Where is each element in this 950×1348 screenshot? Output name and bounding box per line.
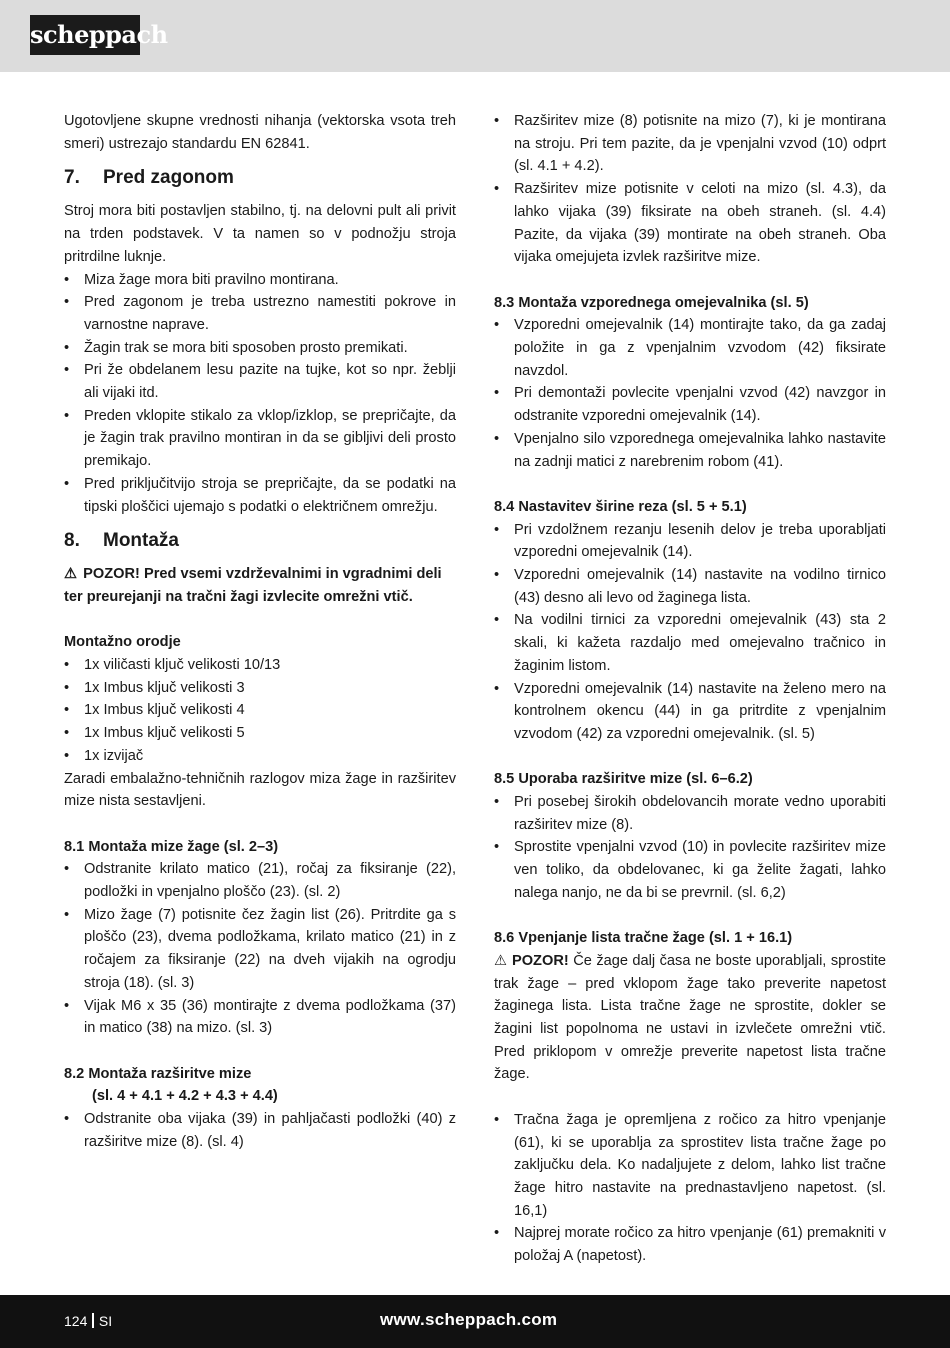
section-8-title: Montaža [103,530,179,552]
list-item: • Pred zagonom je treba ustrezno namestiti pokrove in varnostne naprave. [64,291,456,336]
warning-text: POZOR! Pred vsemi vzdrževalnimi in vgradnimi deli ter preurejanji na tračni žagi izvlecite omrežni vtič. [64,566,442,605]
list-item: • Razširitev mize (8) potisnite na mizo (7), ki je montirana na stroju. Pri tem pazite, da je vpenjalni vzvod (10) odprt (sl. 4.1 + 4.2). [494,110,886,178]
website-link[interactable]: www.scheppach.com [380,1310,558,1329]
list-item: • Sprostite vpenjalni vzvod (10) in povlecite razširitev mize ven toliko, da obdelovanec, ki ga želite žagati, lahko nalega nanjo, ne da bi se prevrnil. (sl. 6,2) [494,836,886,904]
section-8-number: 8. [64,530,80,552]
list-item: • Vzporedni omejevalnik (14) nastavite na vodilno tirnico (43) desno ali levo od žaginega lista. [494,564,886,609]
list-item: • Razširitev mize potisnite v celoti na mizo (sl. 4.3), da lahko vijaka (39) fiksirate na obeh straneh. (sl. 4.4) Pazite, da vijaka (39) montirate na obeh straneh. Oba vijaka omejujeta izvlek razširitve mize. [494,178,886,269]
section-8-5-list [494,791,886,905]
section-8-3-list [494,314,886,473]
footer-separator [92,1313,94,1328]
page-number: 124 [64,1313,88,1329]
list-item: • Pri že obdelanem lesu pazite na tujke, kot so npr. žeblji ali vijaki itd. [64,359,456,404]
section-8-warning [64,563,456,608]
section-8-heading [64,529,456,553]
section-8-6-warning [494,950,886,1086]
section-8-6-list [494,1109,886,1268]
list-item: • Tračna žaga je opremljena z ročico za hitro vpenjanje (61), ki se uporablja za sprostitev lista tračne žage po zaključku dela. Ko nadaljujete z delom, lahko list tračne žage hitro nastavite na prednastavljeno napetost. (sl. 16,1) [494,1109,886,1223]
list-item: • 1x Imbus ključ velikosti 4 [64,699,456,722]
section-7-paragraph: Stroj mora biti postavljen stabilno, tj. na delovni pult ali privit na trden podstavek. V ta namen so v podnožju stroja pritrdilne luknje. [64,203,456,265]
list-item: • Na vodilni tirnici za vzporedni omejevalnik (43) sta 2 skali, ki kažeta razdaljo med omejevalno tračnico in žaginim listom. [494,609,886,677]
section-7-list [64,269,456,519]
list-item: • 1x viličasti ključ velikosti 10/13 [64,654,456,677]
section-8-2-list-continued [494,110,886,269]
section-8-4-list [494,519,886,746]
page-footer [0,1295,950,1348]
list-item: • Vzporedni omejevalnik (14) nastavite na želeno mero na kontrolnem okencu (44) in ga pritrdite z vpenjalnim vzvodom (42) za vzporedni omejevalnik. (sl. 5) [494,678,886,746]
section-8-4-heading: 8.4 Nastavitev širine reza (sl. 5 + 5.1) [494,498,747,515]
section-8-1-list [64,858,456,1040]
left-column [64,110,456,1153]
tools-heading: Montažno orodje [64,634,181,651]
list-item: • Najprej morate ročico za hitro vpenjanje (61) premakniti v položaj A (napetost). [494,1222,886,1267]
tools-list [64,654,456,768]
section-7-heading [64,166,456,190]
list-item: • Odstranite krilato matico (21), ročaj za fiksiranje (22), podložki in vpenjalno ploščo (23). (sl. 2) [64,858,456,903]
list-item: • 1x izvijač [64,745,456,768]
section-8-6-heading: 8.6 Vpenjanje lista tračne žage (sl. 1 + 16.1) [494,930,793,947]
page-number-block [64,1310,112,1332]
list-item: • Vzporedni omejevalnik (14) montirajte tako, da ga zadaj položite in ga z vpenjalnim vzvodom (42) fiksirate navzdol. [494,314,886,382]
section-8-2-list [64,1108,456,1153]
list-item: • Odstranite oba vijaka (39) in pahljačasti podložki (40) z razširitve mize (8). (sl. 4) [64,1108,456,1153]
warning-icon: ⚠ [494,952,508,969]
section-8-3-heading: 8.3 Montaža vzporednega omejevalnika (sl. 5) [494,294,809,311]
vibration-intro: Ugotovljene skupne vrednosti nihanja (vektorska vsota treh smeri) ustrezajo standardu EN 62841. [64,113,456,152]
warning-text: Če žage dalj časa ne boste uporabljali, sprostite trak žage – pred vklopom žage tako preverite napetost žaginega lista. Lista tračne žage ne sprostite, dokler se žagini list popolnoma ne ustavi in izvlečete omrežni vtič. Pred priklopom v omrežje preverite napetost lista tračne žage. [494,952,886,1083]
list-item: • Pri demontaži povlecite vpenjalni vzvod (42) navzgor in odstranite vzporedni omejevalnik (14). [494,382,886,427]
list-item: • Pred priključitvijo stroja se prepričajte, da se podatki na tipski ploščici ujemajo s podatki o električnem omrežju. [64,473,456,518]
list-item: • 1x Imbus ključ velikosti 3 [64,677,456,700]
list-item: • Miza žage mora biti pravilno montirana. [64,269,456,292]
list-item: • Pri posebej širokih obdelovancih morate vedno uporabiti razširitev mize (8). [494,791,886,836]
section-8-5-heading: 8.5 Uporaba razširitve mize (sl. 6–6.2) [494,771,753,788]
list-item: • Žagin trak se mora biti sposoben prosto premikati. [64,337,456,360]
list-item: • Vpenjalno silo vzporednega omejevalnika lahko nastavite na zadnji matici z narebrenim robom (41). [494,428,886,473]
language-code: SI [98,1313,113,1329]
list-item: • Preden vklopite stikalo za vklop/izklop, se prepričajte, da je žagin trak pravilno montiran in da se gibljivi deli prosto premikajo. [64,405,456,473]
list-item: • Mizo žage (7) potisnite čez žagin list (26). Pritrdite ga s ploščo (23), dvema podložkama, krilato matico (21) in z ročajem za fiksiranje (22) na dveh vijakih na ogrodju stroja (18). (sl. 3) [64,904,456,995]
section-7-title: Pred zagonom [103,167,234,189]
list-item: • Pri vzdolžnem rezanju lesenih delov je treba uporabljati vzporedni omejevalnik (14). [494,519,886,564]
section-8-2-heading: 8.2 Montaža razširitve mize [64,1065,252,1082]
warning-label: POZOR! [511,952,569,969]
list-item: • 1x Imbus ključ velikosti 5 [64,722,456,745]
section-7-number: 7. [64,167,80,189]
scheppach-logo: scheppach [30,15,140,55]
section-8-2-heading-figures: (sl. 4 + 4.1 + 4.2 + 4.3 + 4.4) [92,1088,278,1105]
page-header [0,0,950,72]
list-item: • Vijak M6 x 35 (36) montirajte z dvema podložkama (37) in matico (38) na mizo. (sl. 3) [64,995,456,1040]
section-8-1-heading: 8.1 Montaža mize žage (sl. 2–3) [64,838,279,855]
packaging-note: Zaradi embalažno-tehničnih razlogov miza žage in razširitev mize nista sestavljeni. [64,770,456,810]
right-column [494,110,886,1268]
warning-icon: ⚠ [64,566,78,583]
